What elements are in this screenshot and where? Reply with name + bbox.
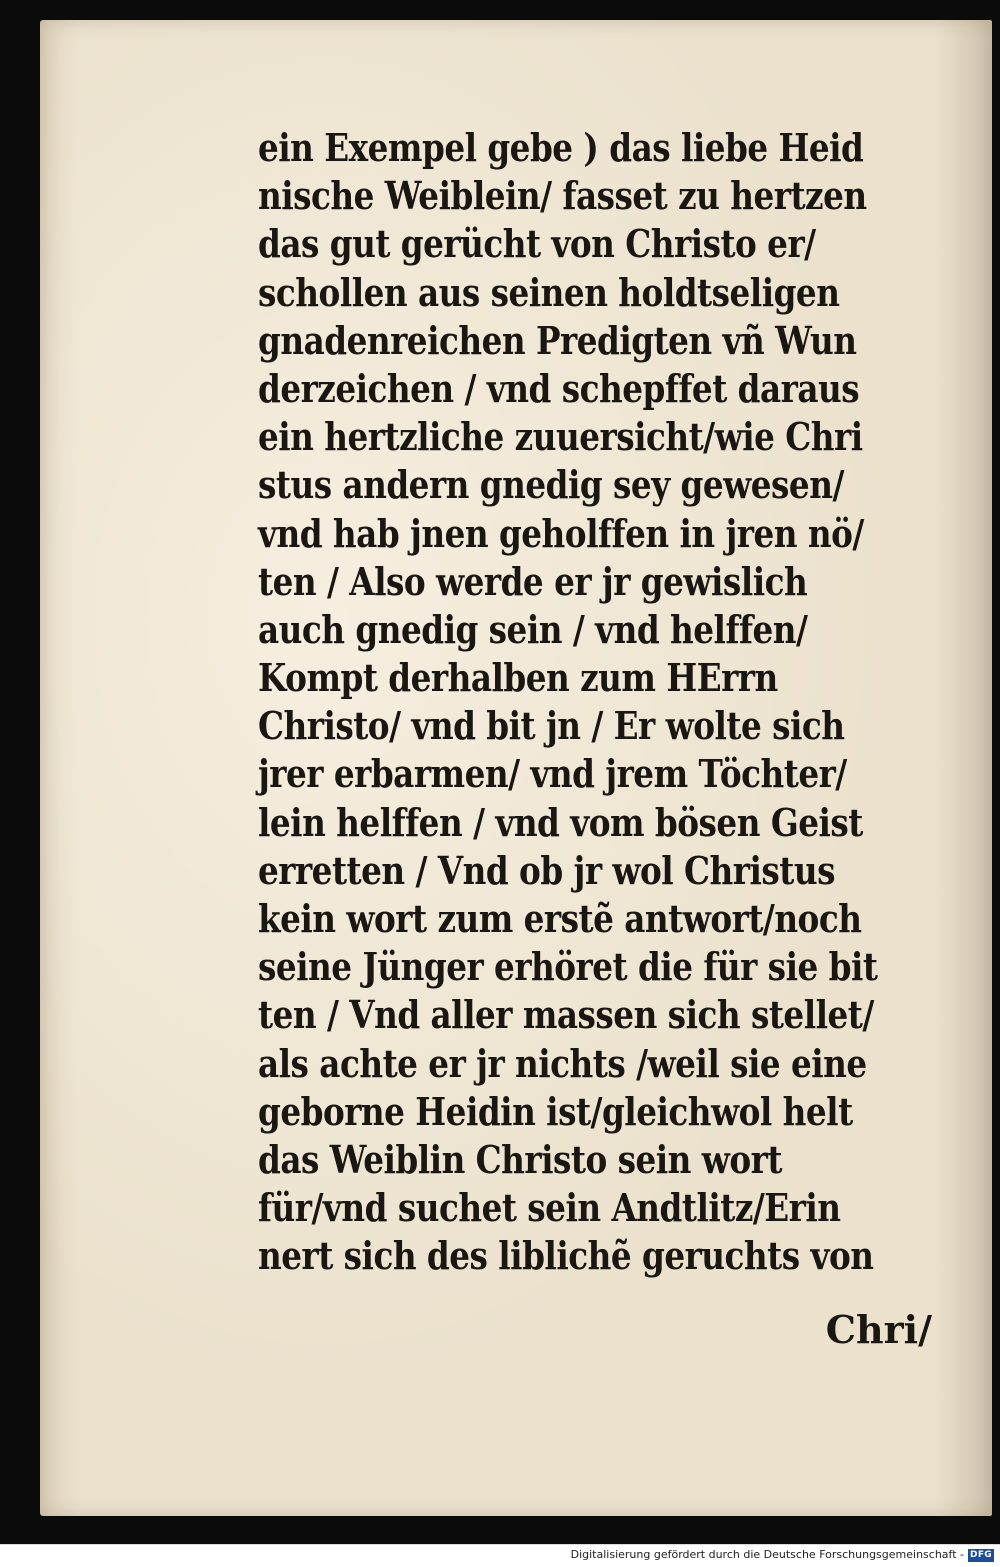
text-line: nische Weiblein/ fasset zu hertzen xyxy=(258,173,867,219)
text-line: jrer erbarmen/ vnd jrem Töchter/ xyxy=(258,751,847,797)
text-line: Christo/ vnd bit jn / Er wolte sich xyxy=(258,703,845,749)
text-line: nert sich des liblichẽ geruchts von xyxy=(258,1233,874,1279)
text-line: kein wort zum erstẽ antwort/noch xyxy=(258,896,862,941)
text-line: geborne Heidin ist/gleichwol helt xyxy=(258,1088,853,1134)
text-line: ten / Also werde er jr gewislich xyxy=(258,558,808,604)
text-line: derzeichen / vnd schepffet daraus xyxy=(258,365,860,411)
dfg-logo-icon[interactable]: DFG xyxy=(968,1549,994,1562)
text-line: gnadenreichen Predigten vñ Wun xyxy=(258,317,857,363)
book-page xyxy=(40,20,992,1516)
text-line: ein Exempel gebe ) das liebe Heid xyxy=(258,125,864,170)
text-line: erretten / Vnd ob jr wol Christus xyxy=(258,847,835,893)
catchword: Chri/ xyxy=(825,1307,932,1352)
text-line: ein hertzliche zuuersicht/wie Chri xyxy=(258,414,863,460)
text-line: als achte er jr nichts /weil sie eine xyxy=(258,1040,867,1086)
text-line: schollen aus seinen holdtseligen xyxy=(258,269,840,315)
text-line: vnd hab jnen geholffen in jren nö/ xyxy=(258,510,864,556)
text-line: ten / Vnd aller massen sich stellet/ xyxy=(258,992,874,1038)
funding-notice: Digitalisierung gefördert durch die Deutsche Forschungsgemeinschaft - xyxy=(570,1548,964,1561)
text-line: das Weiblin Christo sein wort xyxy=(258,1136,782,1182)
text-line: das gut gerücht von Christo er/ xyxy=(258,221,816,267)
text-line: Kompt derhalben zum HErrn xyxy=(258,655,778,701)
footer-bar xyxy=(0,1544,1000,1567)
text-line: stus andern gnedig sey gewesen/ xyxy=(258,462,844,508)
page-text-block xyxy=(258,124,978,1281)
text-line: auch gnedig sein / vnd helffen/ xyxy=(258,606,808,652)
text-line: seine Jünger erhöret die für sie bit xyxy=(258,944,878,990)
text-line: lein helffen / vnd vom bösen Geist xyxy=(258,799,863,845)
text-line: für/vnd suchet sein Andtlitz/Erin xyxy=(258,1185,841,1231)
